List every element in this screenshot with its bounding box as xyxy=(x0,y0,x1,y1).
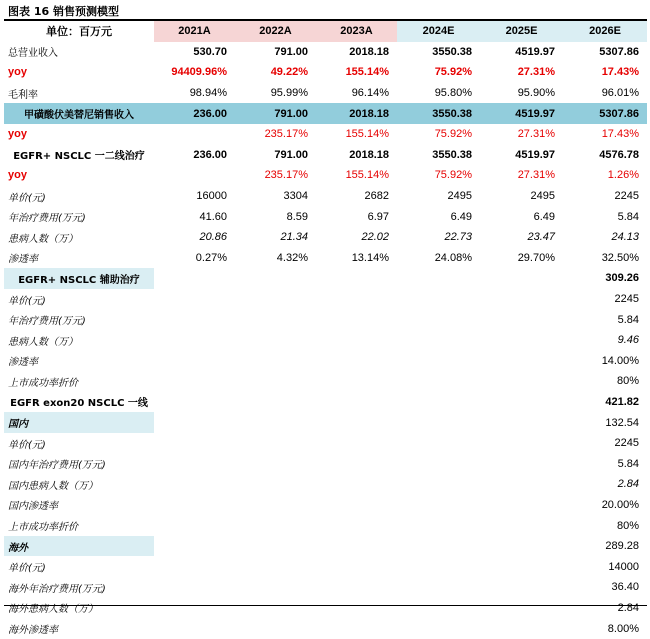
row-label: 毛利率 xyxy=(8,89,38,101)
cell: 13.14% xyxy=(351,251,389,264)
cell xyxy=(316,433,397,454)
cell xyxy=(397,577,480,598)
cell: 20.86 xyxy=(199,231,227,244)
row-label: 年治疗费用(万元) xyxy=(8,316,86,328)
cell: 24.08% xyxy=(434,251,472,264)
cell: 96.01% xyxy=(601,87,639,100)
table-row xyxy=(4,392,647,413)
cell xyxy=(154,536,235,557)
cell xyxy=(316,598,397,619)
table-row xyxy=(4,42,647,63)
row-label: 海外患病人数（万） xyxy=(8,604,98,616)
cell: 2018.18 xyxy=(349,45,389,58)
cell xyxy=(154,165,235,186)
cell xyxy=(397,598,480,619)
cell: 3550.38 xyxy=(432,45,472,58)
cell: 4519.97 xyxy=(480,103,563,124)
row-label: 单价(元) xyxy=(8,563,46,575)
cell xyxy=(235,371,316,392)
cell: 4519.97 xyxy=(515,45,555,58)
cell xyxy=(397,371,480,392)
cell xyxy=(397,515,480,536)
col-header-2025e: 2025E xyxy=(480,21,563,42)
cell xyxy=(316,536,397,557)
header-row xyxy=(4,21,647,42)
table-row xyxy=(4,495,647,516)
cell xyxy=(154,556,235,577)
cell: 791.00 xyxy=(235,103,316,124)
cell xyxy=(480,495,563,516)
cell xyxy=(154,495,235,516)
cell xyxy=(397,330,480,351)
cell xyxy=(316,474,397,495)
cell: 2.84 xyxy=(617,478,639,491)
cell xyxy=(316,618,397,639)
cell xyxy=(154,309,235,330)
cell xyxy=(235,618,316,639)
table-row xyxy=(4,618,647,639)
cell: 530.70 xyxy=(193,45,227,58)
cell xyxy=(154,618,235,639)
table-row xyxy=(4,227,647,248)
cell xyxy=(316,330,397,351)
row-label: 海外 xyxy=(4,536,154,557)
cell: 289.28 xyxy=(605,540,639,553)
cell: 155.14% xyxy=(345,169,389,182)
cell: 96.14% xyxy=(351,87,389,100)
cell xyxy=(235,289,316,310)
cell xyxy=(235,351,316,372)
cell xyxy=(235,598,316,619)
cell: 75.92% xyxy=(434,66,472,79)
cell xyxy=(397,433,480,454)
cell xyxy=(316,453,397,474)
cell xyxy=(316,351,397,372)
table-row xyxy=(4,145,647,166)
row-label: 渗透率 xyxy=(8,357,38,369)
cell: 2245 xyxy=(614,293,639,306)
cell: 309.26 xyxy=(605,272,639,285)
row-label: yoy xyxy=(8,128,27,141)
cell: 5.84 xyxy=(617,457,639,470)
table-row-highlight xyxy=(4,103,647,124)
cell xyxy=(154,577,235,598)
cell: 6.49 xyxy=(533,210,555,223)
cell: 80% xyxy=(616,519,639,532)
row-label: 海外渗透率 xyxy=(8,625,58,637)
row-label: EGFR+ NSCLC 辅助治疗 xyxy=(4,268,154,289)
cell xyxy=(154,515,235,536)
table-row xyxy=(4,412,647,433)
cell xyxy=(480,392,563,413)
cell xyxy=(480,474,563,495)
cell: 5307.86 xyxy=(563,103,647,124)
cell: 27.31% xyxy=(517,128,555,141)
row-label: EGFR exon20 NSCLC 一线 xyxy=(10,398,148,410)
cell xyxy=(235,577,316,598)
cell xyxy=(480,412,563,433)
cell xyxy=(154,433,235,454)
col-header-2024e: 2024E xyxy=(397,21,480,42)
cell: 75.92% xyxy=(434,128,472,141)
cell: 236.00 xyxy=(193,148,227,161)
row-label: 国内患病人数（万） xyxy=(8,480,98,492)
cell: 0.27% xyxy=(195,251,227,264)
cell: 14000 xyxy=(608,560,639,573)
cell: 27.31% xyxy=(517,169,555,182)
row-label: 上市成功率折价 xyxy=(8,377,78,389)
cell xyxy=(397,268,480,289)
cell xyxy=(154,268,235,289)
cell: 17.43% xyxy=(601,128,639,141)
row-label: 单价(元) xyxy=(8,192,46,204)
cell xyxy=(154,392,235,413)
cell: 16000 xyxy=(196,190,227,203)
cell xyxy=(397,392,480,413)
cell: 2495 xyxy=(447,190,472,203)
table-row xyxy=(4,556,647,577)
cell xyxy=(316,495,397,516)
table-row xyxy=(4,248,647,269)
cell xyxy=(154,124,235,145)
row-label: EGFR+ NSCLC 一二线治疗 xyxy=(13,151,145,163)
table-row xyxy=(4,515,647,536)
cell: 20.00% xyxy=(601,498,639,511)
cell xyxy=(480,371,563,392)
cell xyxy=(316,289,397,310)
row-label: 患病人数（万） xyxy=(8,336,78,348)
cell xyxy=(235,556,316,577)
table-row xyxy=(4,330,647,351)
cell xyxy=(316,268,397,289)
cell: 791.00 xyxy=(274,148,308,161)
cell: 29.70% xyxy=(517,251,555,264)
row-label: 甲磺酸伏美替尼销售收入 xyxy=(4,103,154,124)
cell xyxy=(154,351,235,372)
row-label: 海外年治疗费用(万元) xyxy=(8,583,106,595)
cell xyxy=(480,351,563,372)
cell: 2682 xyxy=(364,190,389,203)
cell: 6.97 xyxy=(367,210,389,223)
cell xyxy=(397,618,480,639)
row-label: 患病人数（万） xyxy=(8,233,78,245)
cell xyxy=(154,371,235,392)
cell: 5.84 xyxy=(617,210,639,223)
cell xyxy=(480,515,563,536)
cell: 421.82 xyxy=(605,395,639,408)
table-row xyxy=(4,309,647,330)
cell xyxy=(235,309,316,330)
cell xyxy=(316,412,397,433)
cell xyxy=(397,289,480,310)
table-row xyxy=(4,83,647,104)
cell: 14.00% xyxy=(601,354,639,367)
cell xyxy=(235,392,316,413)
cell: 5307.86 xyxy=(599,45,639,58)
row-label: 渗透率 xyxy=(8,254,38,266)
cell: 2495 xyxy=(530,190,555,203)
cell: 41.60 xyxy=(199,210,227,223)
cell xyxy=(480,556,563,577)
cell xyxy=(397,474,480,495)
cell xyxy=(235,433,316,454)
table-row xyxy=(4,268,647,289)
cell xyxy=(480,309,563,330)
cell: 95.90% xyxy=(517,87,555,100)
cell xyxy=(154,412,235,433)
cell xyxy=(480,330,563,351)
cell: 2.84 xyxy=(617,601,639,614)
table-row xyxy=(4,536,647,557)
row-label: yoy xyxy=(8,66,27,79)
cell xyxy=(397,351,480,372)
cell: 235.17% xyxy=(264,128,308,141)
row-label: 单价(元) xyxy=(8,295,46,307)
cell: 9.46 xyxy=(617,334,639,347)
cell xyxy=(480,433,563,454)
cell: 21.34 xyxy=(280,231,308,244)
cell: 2245 xyxy=(614,190,639,203)
cell: 236.00 xyxy=(154,103,235,124)
cell: 22.73 xyxy=(444,231,472,244)
col-header-2021a: 2021A xyxy=(154,21,235,42)
col-header-2026e: 2026E xyxy=(563,21,647,42)
cell: 235.17% xyxy=(264,169,308,182)
cell xyxy=(316,371,397,392)
table-row xyxy=(4,62,647,83)
cell: 22.02 xyxy=(361,231,389,244)
cell xyxy=(397,412,480,433)
table-row xyxy=(4,186,647,207)
cell: 17.43% xyxy=(601,66,639,79)
bottom-rule xyxy=(4,605,647,606)
cell xyxy=(235,330,316,351)
cell xyxy=(480,536,563,557)
table-row xyxy=(4,433,647,454)
cell: 132.54 xyxy=(605,416,639,429)
cell xyxy=(235,412,316,433)
cell: 98.94% xyxy=(189,87,227,100)
col-header-2023a: 2023A xyxy=(316,21,397,42)
row-label: yoy xyxy=(8,169,27,182)
cell xyxy=(316,577,397,598)
cell: 32.50% xyxy=(601,251,639,264)
cell: 6.49 xyxy=(450,210,472,223)
table-row xyxy=(4,289,647,310)
cell: 75.92% xyxy=(434,169,472,182)
row-label: 总营业收入 xyxy=(8,48,58,60)
cell: 80% xyxy=(616,375,639,388)
cell: 791.00 xyxy=(274,45,308,58)
cell xyxy=(154,453,235,474)
cell: 36.40 xyxy=(611,581,639,594)
cell xyxy=(235,453,316,474)
cell: 23.47 xyxy=(527,231,555,244)
table-row xyxy=(4,165,647,186)
cell xyxy=(235,515,316,536)
cell xyxy=(480,618,563,639)
col-header-2022a: 2022A xyxy=(235,21,316,42)
row-label: 国内年治疗费用(万元) xyxy=(8,460,106,472)
cell: 49.22% xyxy=(270,66,308,79)
cell: 3550.38 xyxy=(397,103,480,124)
table-row xyxy=(4,598,647,619)
cell xyxy=(480,453,563,474)
cell xyxy=(235,495,316,516)
cell: 94409.96% xyxy=(171,66,227,79)
cell: 155.14% xyxy=(345,66,389,79)
cell xyxy=(480,268,563,289)
table-row xyxy=(4,206,647,227)
cell xyxy=(316,515,397,536)
cell: 24.13 xyxy=(611,231,639,244)
cell: 155.14% xyxy=(345,128,389,141)
figure-title: 图表 16 销售预测模型 xyxy=(8,5,119,18)
cell xyxy=(154,598,235,619)
cell: 4.32% xyxy=(276,251,308,264)
cell: 95.99% xyxy=(270,87,308,100)
cell: 3550.38 xyxy=(432,148,472,161)
cell: 2245 xyxy=(614,437,639,450)
cell xyxy=(316,309,397,330)
sales-forecast-table xyxy=(4,21,647,639)
cell xyxy=(154,330,235,351)
cell xyxy=(397,495,480,516)
cell xyxy=(316,556,397,577)
cell xyxy=(154,474,235,495)
table-row xyxy=(4,124,647,145)
cell xyxy=(480,598,563,619)
row-label: 年治疗费用(万元) xyxy=(8,213,86,225)
cell: 3304 xyxy=(283,190,308,203)
cell xyxy=(235,474,316,495)
table-row xyxy=(4,474,647,495)
cell xyxy=(397,309,480,330)
cell xyxy=(480,289,563,310)
cell xyxy=(316,392,397,413)
cell xyxy=(480,577,563,598)
cell xyxy=(397,453,480,474)
unit-label: 单位：百万元 xyxy=(46,25,112,39)
table-row xyxy=(4,577,647,598)
cell xyxy=(235,536,316,557)
cell xyxy=(397,556,480,577)
cell: 8.00% xyxy=(607,622,639,635)
cell: 2018.18 xyxy=(349,148,389,161)
table-row xyxy=(4,351,647,372)
cell: 1.26% xyxy=(607,169,639,182)
cell xyxy=(235,268,316,289)
cell: 27.31% xyxy=(517,66,555,79)
cell: 95.80% xyxy=(434,87,472,100)
row-label: 国内渗透率 xyxy=(8,501,58,513)
row-label: 国内 xyxy=(4,412,154,433)
row-label: 上市成功率折价 xyxy=(8,522,78,534)
table-row xyxy=(4,453,647,474)
cell xyxy=(154,289,235,310)
cell: 8.59 xyxy=(286,210,308,223)
cell: 4519.97 xyxy=(515,148,555,161)
cell xyxy=(397,536,480,557)
table-row xyxy=(4,371,647,392)
cell: 2018.18 xyxy=(316,103,397,124)
row-label: 单价(元) xyxy=(8,439,46,451)
cell: 5.84 xyxy=(617,313,639,326)
cell: 4576.78 xyxy=(599,148,639,161)
